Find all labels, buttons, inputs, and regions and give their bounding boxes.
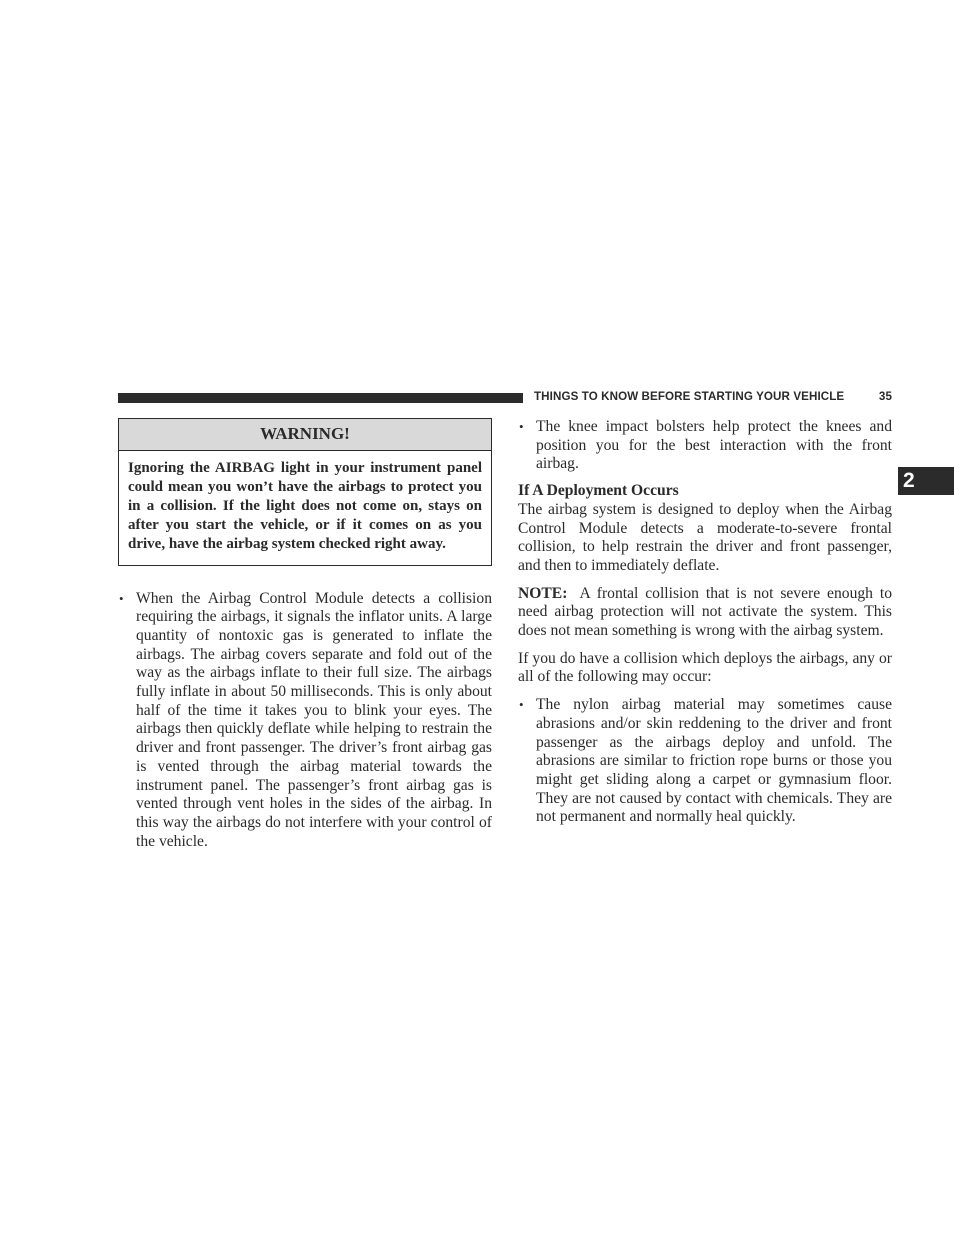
- chapter-tab: 2: [898, 467, 954, 495]
- note-paragraph: [518, 585, 892, 641]
- bullet-nylon-abrasions: [518, 696, 892, 827]
- page-number: 35: [878, 390, 892, 403]
- running-header: [534, 390, 892, 403]
- collision-paragraph: If you do have a collision which deploys the airbags, any or all of the following may occur:: [518, 649, 892, 686]
- deployment-paragraph: The airbag system is designed to deploy when the Airbag Control Module detects a moderate-to-severe frontal collision, to help restrain the driver and front passenger, and then to immediately deflate.: [518, 500, 892, 574]
- left-column: [118, 418, 492, 851]
- bullet-icon: •: [519, 697, 524, 713]
- warning-title: WARNING!: [119, 419, 491, 451]
- bullet-icon: •: [119, 590, 124, 606]
- warning-box: [118, 418, 492, 566]
- section-title: THINGS TO KNOW BEFORE STARTING YOUR VEHICLE: [534, 390, 845, 403]
- bullet-text: The nylon airbag material may sometimes cause abrasions and/or skin reddening to the driver and front passenger as the airbags deploy and unfold. The abrasions are similar to friction rope burns or those you might get sliding along a carpet or gymnasium floor. They are not caused by contact with chemicals. They are not permanent and normally heal quickly.: [536, 696, 892, 826]
- bullet-deployment-process: [118, 590, 492, 852]
- bullet-icon: •: [519, 419, 524, 434]
- note-text: A frontal collision that is not severe enough to need airbag protection will not activate the system. This does not mean something is wrong with the airbag system.: [518, 584, 892, 640]
- note-label: NOTE:: [518, 584, 568, 602]
- warning-body: Ignoring the AIRBAG light in your instrument panel could mean you won’t have the airbags to protect you in a collision. If the light does not come on, stays on after you start the vehicle, or if it comes on as you drive, have the airbag system checked right away.: [128, 460, 482, 552]
- bullet-knee-bolsters: [518, 418, 892, 474]
- bullet-text: The knee impact bolsters help protect the knees and position you for the best interaction with the front airbag.: [536, 418, 892, 473]
- header-rule: [118, 393, 523, 403]
- right-column: [518, 418, 892, 827]
- bullet-text: When the Airbag Control Module detects a collision requiring the airbags, it signals the inflator units. A large quantity of nontoxic gas is generated to inflate the airbags. The airbag covers separate and fold out of the way as the airbags inflate to their full size. The airbags fully inflate in about 50 milliseconds. This is only about half of the time it takes you to blink your eyes. The airbags then quickly deflate while helping to restrain the driver and front passenger. The driver’s front airbag gas is vented through the airbag material towards the instrument panel. The passenger’s front airbag gas is vented through vent holes in the sides of the airbag. In this way the airbags do not interfere with your control of the vehicle.: [136, 589, 492, 850]
- subheading-deployment: If A Deployment Occurs: [518, 482, 679, 500]
